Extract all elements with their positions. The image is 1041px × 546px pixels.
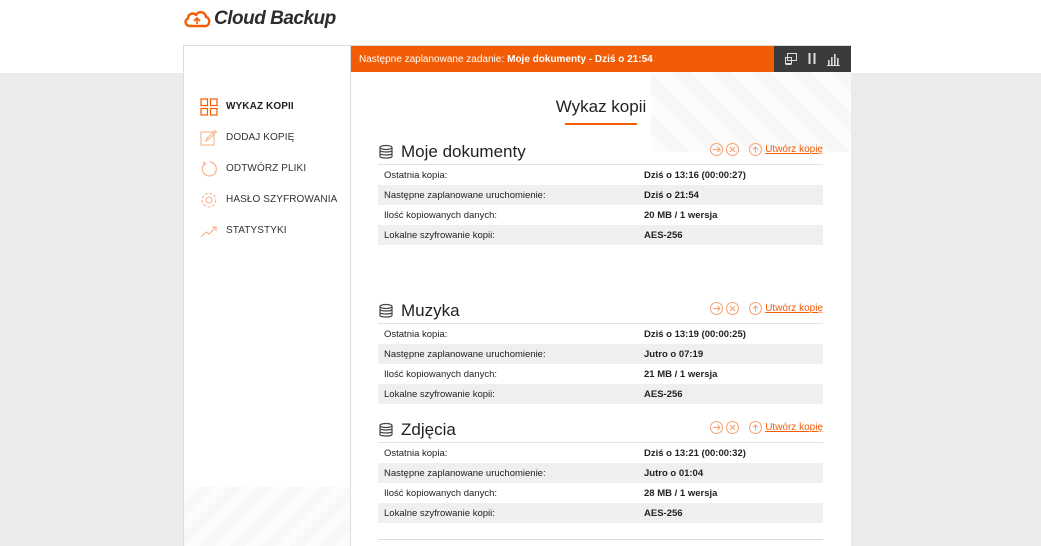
sidebar-item-label: HASŁO SZYFROWANIA — [226, 194, 338, 205]
sidebar-item-label: STATYSTYKI — [226, 225, 287, 236]
detail-label: Następne zaplanowane uruchomienie: — [384, 189, 546, 201]
backup-details — [378, 165, 823, 245]
detail-row — [378, 364, 823, 384]
create-backup-link[interactable] — [749, 421, 823, 434]
app-window — [183, 45, 851, 546]
backup-details — [378, 443, 823, 523]
grid-icon — [200, 98, 218, 116]
detail-row — [378, 384, 823, 404]
detail-row — [378, 483, 823, 503]
create-backup-link[interactable] — [749, 302, 823, 315]
backup-header — [378, 139, 823, 165]
next-task-banner — [351, 46, 774, 72]
history-icon[interactable] — [710, 421, 723, 434]
sidebar-nav — [200, 91, 337, 246]
backup-actions — [707, 143, 823, 156]
toolbar — [774, 46, 851, 72]
backup-header — [378, 298, 823, 324]
database-icon — [378, 422, 394, 438]
sidebar-item-dodaj-kopie[interactable] — [200, 122, 337, 153]
history-icon[interactable] — [710, 302, 723, 315]
detail-value: 20 MB / 1 wersja — [644, 209, 718, 221]
delete-icon[interactable] — [726, 143, 739, 156]
detail-label: Ostatnia kopia: — [384, 169, 448, 181]
detail-value: AES-256 — [644, 388, 683, 400]
sidebar-item-statystyki[interactable] — [200, 215, 337, 246]
sidebar-pattern — [184, 487, 350, 546]
detail-row — [378, 503, 823, 523]
backup-card — [378, 139, 823, 245]
restore-icon — [200, 160, 218, 178]
detail-value: Dziś o 21:54 — [644, 189, 699, 201]
detail-row — [378, 324, 823, 344]
create-backup-label: Utwórz kopię — [765, 303, 823, 314]
delete-icon[interactable] — [726, 302, 739, 315]
divider — [378, 539, 823, 540]
backup-actions — [707, 302, 823, 315]
main-content — [351, 72, 851, 546]
detail-row — [378, 344, 823, 364]
stats-icon[interactable] — [826, 51, 842, 67]
sidebar-item-label: ODTWÓRZ PLIKI — [226, 163, 307, 174]
detail-label: Lokalne szyfrowanie kopii: — [384, 229, 495, 241]
title-underline — [565, 123, 637, 125]
detail-label: Ostatnia kopia: — [384, 328, 448, 340]
detail-value: Dziś o 13:21 (00:00:32) — [644, 447, 746, 459]
detail-label: Ilość kopiowanych danych: — [384, 487, 498, 499]
pause-icon[interactable] — [804, 51, 820, 67]
detail-value: 21 MB / 1 wersja — [644, 368, 718, 380]
sidebar-item-label: DODAJ KOPIĘ — [226, 132, 295, 143]
sidebar-item-haslo-szyfrowania[interactable] — [200, 184, 337, 215]
sidebar-item-odtworz-pliki[interactable] — [200, 153, 337, 184]
next-task-prefix: Następne zaplanowane zadanie: — [359, 53, 505, 65]
page-title: Wykaz kopii — [555, 97, 647, 116]
detail-label: Następne zaplanowane uruchomienie: — [384, 467, 546, 479]
detail-label: Następne zaplanowane uruchomienie: — [384, 348, 546, 360]
detail-label: Ostatnia kopia: — [384, 447, 448, 459]
delete-icon[interactable] — [726, 421, 739, 434]
detail-row — [378, 225, 823, 245]
detail-label: Lokalne szyfrowanie kopii: — [384, 507, 495, 519]
detail-row — [378, 165, 823, 185]
detail-label: Ilość kopiowanych danych: — [384, 368, 498, 380]
create-backup-link[interactable] — [749, 143, 823, 156]
detail-label: Lokalne szyfrowanie kopii: — [384, 388, 495, 400]
detail-value: Jutro o 01:04 — [644, 467, 704, 479]
monitor-icon[interactable] — [783, 51, 799, 67]
backup-card — [378, 417, 823, 523]
backup-details — [378, 324, 823, 404]
logo-text: Cloud Backup — [214, 8, 336, 29]
detail-value: Jutro o 07:19 — [644, 348, 704, 360]
detail-value: 28 MB / 1 wersja — [644, 487, 718, 499]
next-task-value: Moje dokumenty - Dziś o 21:54 — [507, 53, 653, 65]
sidebar — [184, 46, 351, 546]
backup-actions — [707, 421, 823, 434]
detail-value: Dziś o 13:16 (00:00:27) — [644, 169, 746, 181]
backup-name: Muzyka — [401, 300, 460, 320]
backup-header — [378, 417, 823, 443]
sidebar-item-label: WYKAZ KOPII — [226, 101, 294, 112]
detail-value: AES-256 — [644, 229, 683, 241]
cloud-logo-icon — [183, 9, 211, 29]
trend-icon — [200, 222, 218, 240]
backup-name: Moje dokumenty — [401, 141, 526, 161]
database-icon — [378, 303, 394, 319]
detail-row — [378, 443, 823, 463]
upload-icon — [749, 421, 762, 434]
detail-label: Ilość kopiowanych danych: — [384, 209, 498, 221]
backup-name: Zdjęcia — [401, 419, 456, 439]
database-icon — [378, 144, 394, 160]
create-backup-label: Utwórz kopię — [765, 144, 823, 155]
upload-icon — [749, 302, 762, 315]
detail-row — [378, 205, 823, 225]
upload-icon — [749, 143, 762, 156]
detail-row — [378, 463, 823, 483]
logo — [183, 6, 336, 32]
detail-value: AES-256 — [644, 507, 683, 519]
detail-row — [378, 185, 823, 205]
detail-value: Dziś o 13:19 (00:00:25) — [644, 328, 746, 340]
gear-icon — [200, 191, 218, 209]
edit-icon — [200, 129, 218, 147]
history-icon[interactable] — [710, 143, 723, 156]
backup-card — [378, 298, 823, 404]
create-backup-label: Utwórz kopię — [765, 422, 823, 433]
sidebar-item-wykaz-kopii[interactable] — [200, 91, 337, 122]
